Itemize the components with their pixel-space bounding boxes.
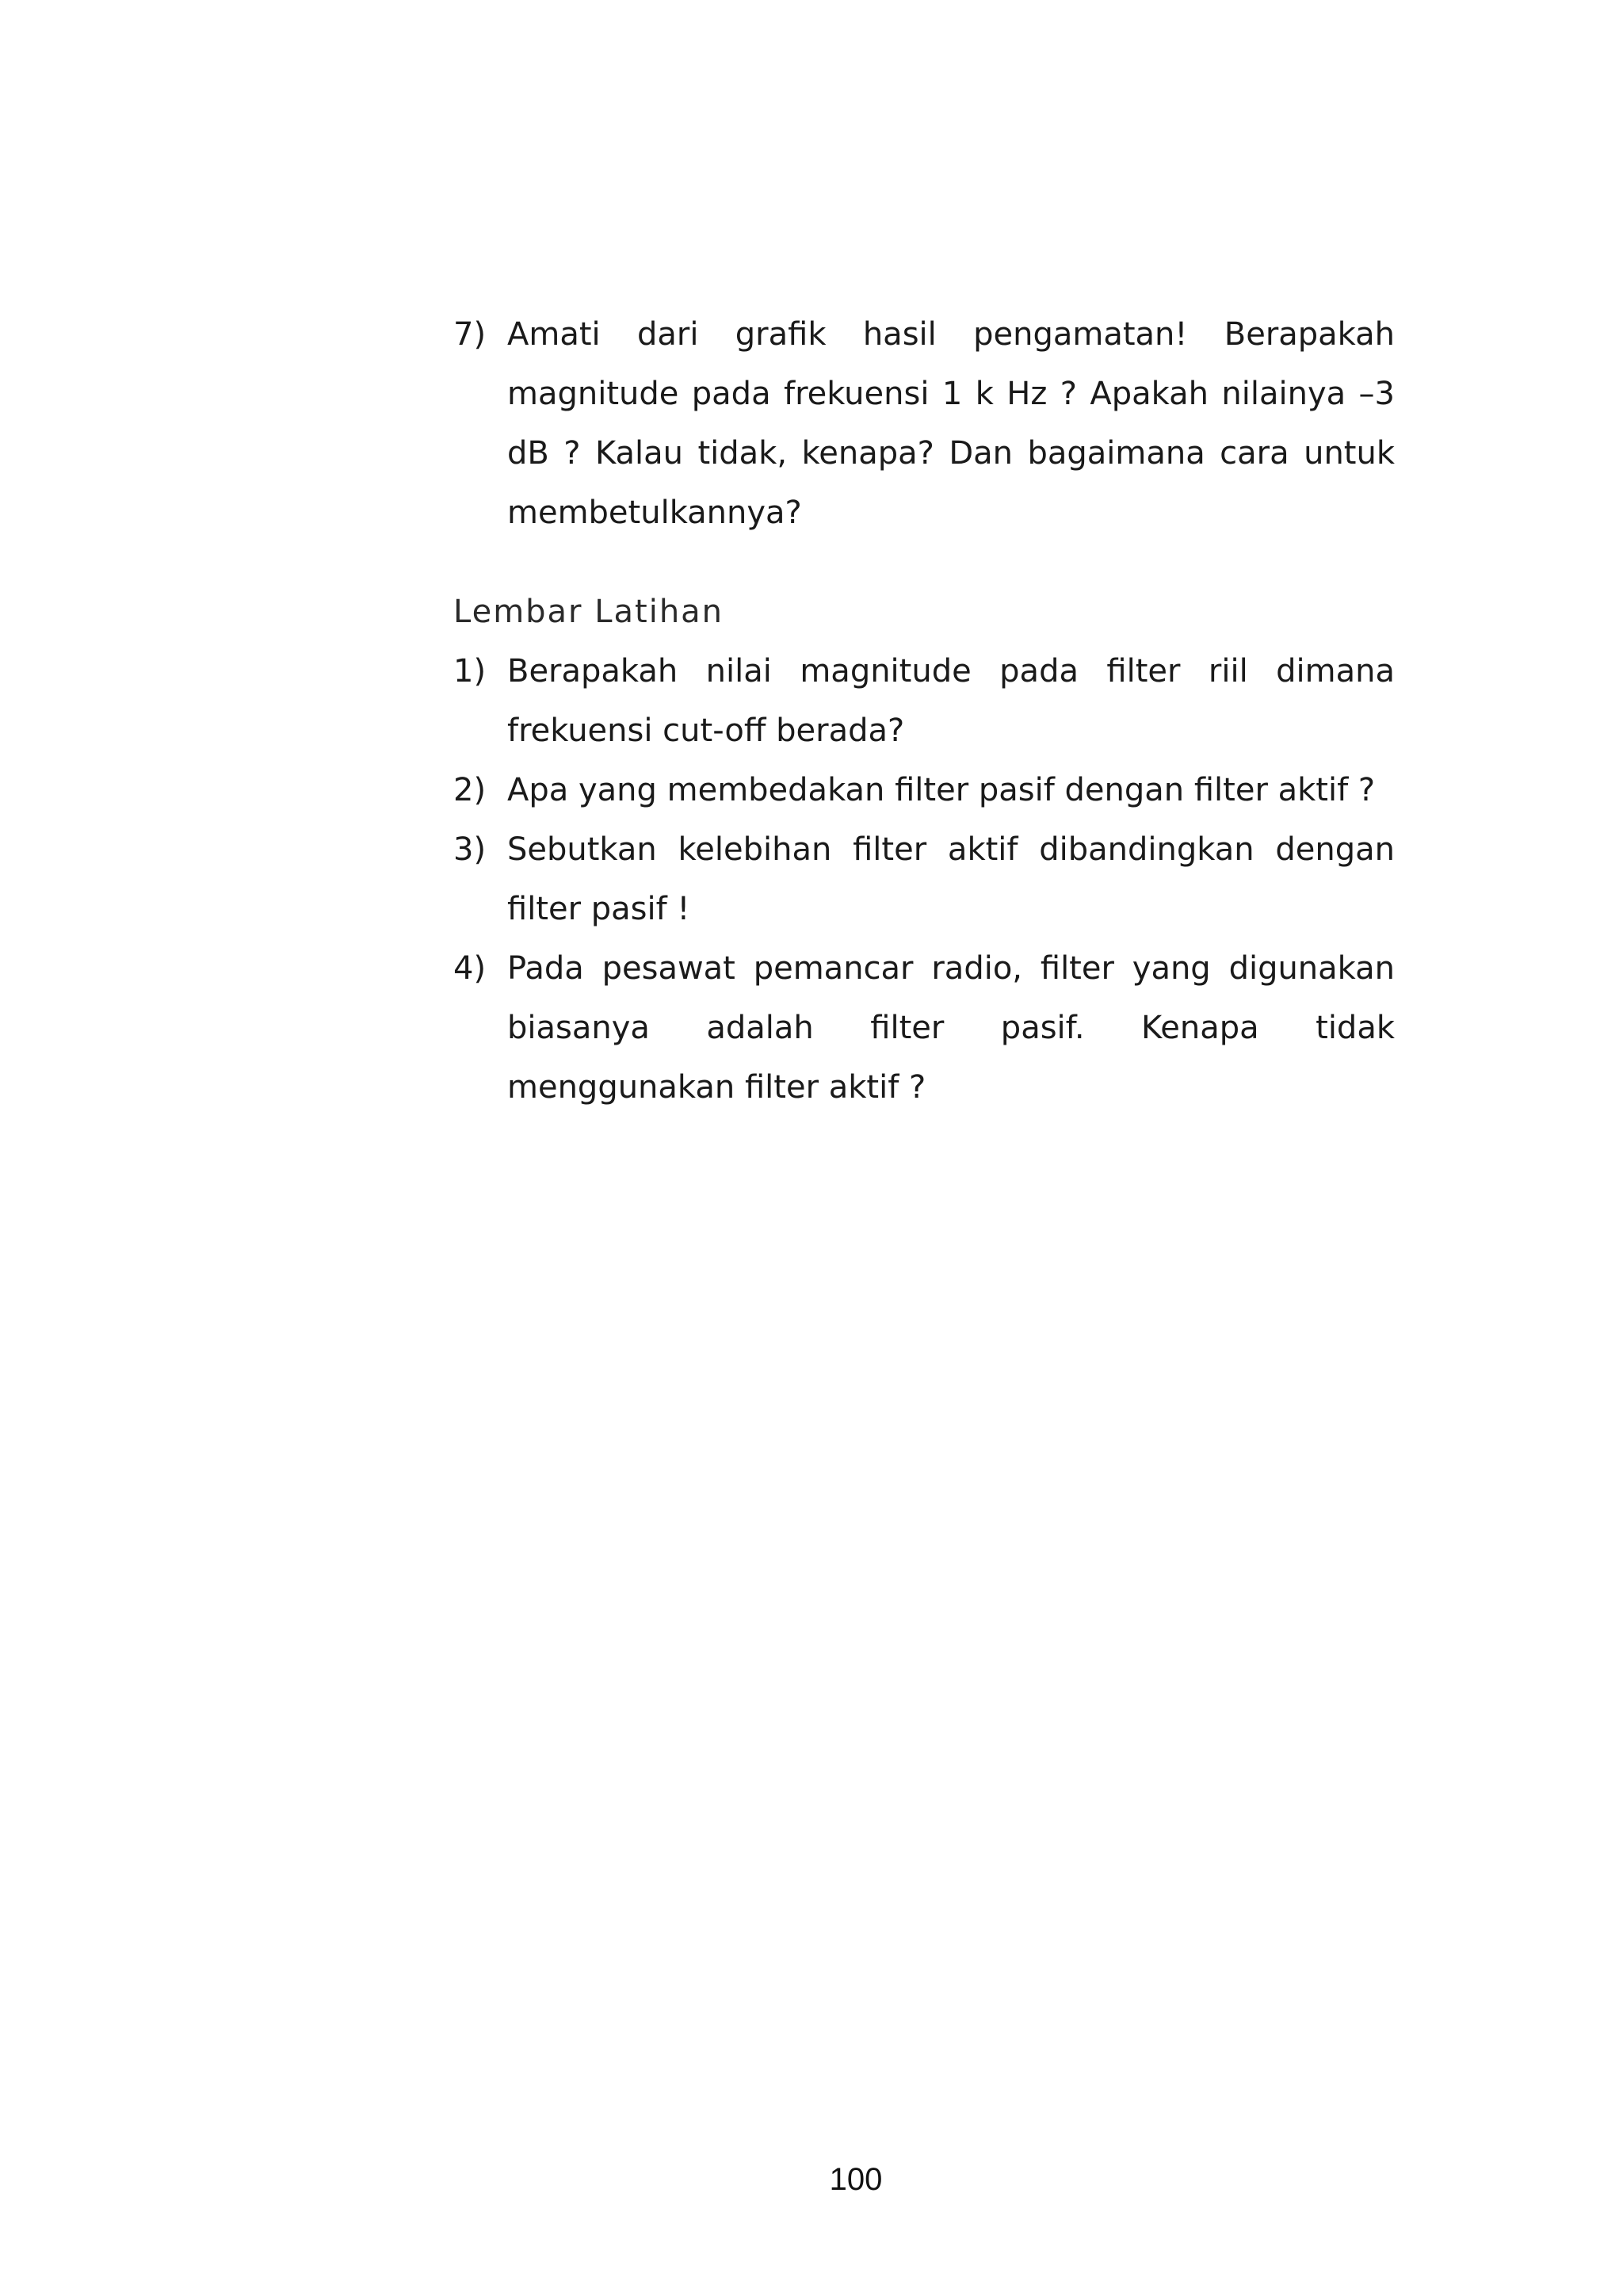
exercise-section <box>453 583 1395 1117</box>
exercise-number: 2) <box>453 772 487 808</box>
exercise-item-3 <box>453 820 1395 939</box>
exercise-item-1 <box>453 642 1395 761</box>
page-content <box>453 305 1395 1117</box>
exercise-number: 1) <box>453 653 487 690</box>
question-number: 7) <box>453 316 487 353</box>
page-number: 100 <box>829 2162 883 2197</box>
exercise-text: Sebutkan kelebihan filter aktif dibandingkan dengan filter pasif ! <box>507 831 1395 927</box>
question-item-7 <box>453 305 1395 543</box>
section-heading: Lembar Latihan <box>453 594 724 630</box>
exercise-item-4 <box>453 939 1395 1117</box>
exercise-text: Apa yang membedakan filter pasif dengan filter aktif ? <box>507 772 1376 808</box>
exercise-text: Berapakah nilai magnitude pada filter riil dimana frekuensi cut-off berada? <box>507 653 1395 749</box>
exercise-number: 3) <box>453 831 487 868</box>
exercise-number: 4) <box>453 950 487 987</box>
question-text: Amati dari grafik hasil pengamatan! Berapakah magnitude pada frekuensi 1 k Hz ? Apakah nilainya –3 dB ? Kalau tidak, kenapa? Dan bagaimana cara untuk membetulkannya? <box>507 316 1395 531</box>
exercise-text: Pada pesawat pemancar radio, filter yang digunakan biasanya adalah filter pasif. Kenapa tidak menggunakan filter aktif ? <box>507 950 1395 1106</box>
exercise-item-2 <box>453 761 1395 820</box>
